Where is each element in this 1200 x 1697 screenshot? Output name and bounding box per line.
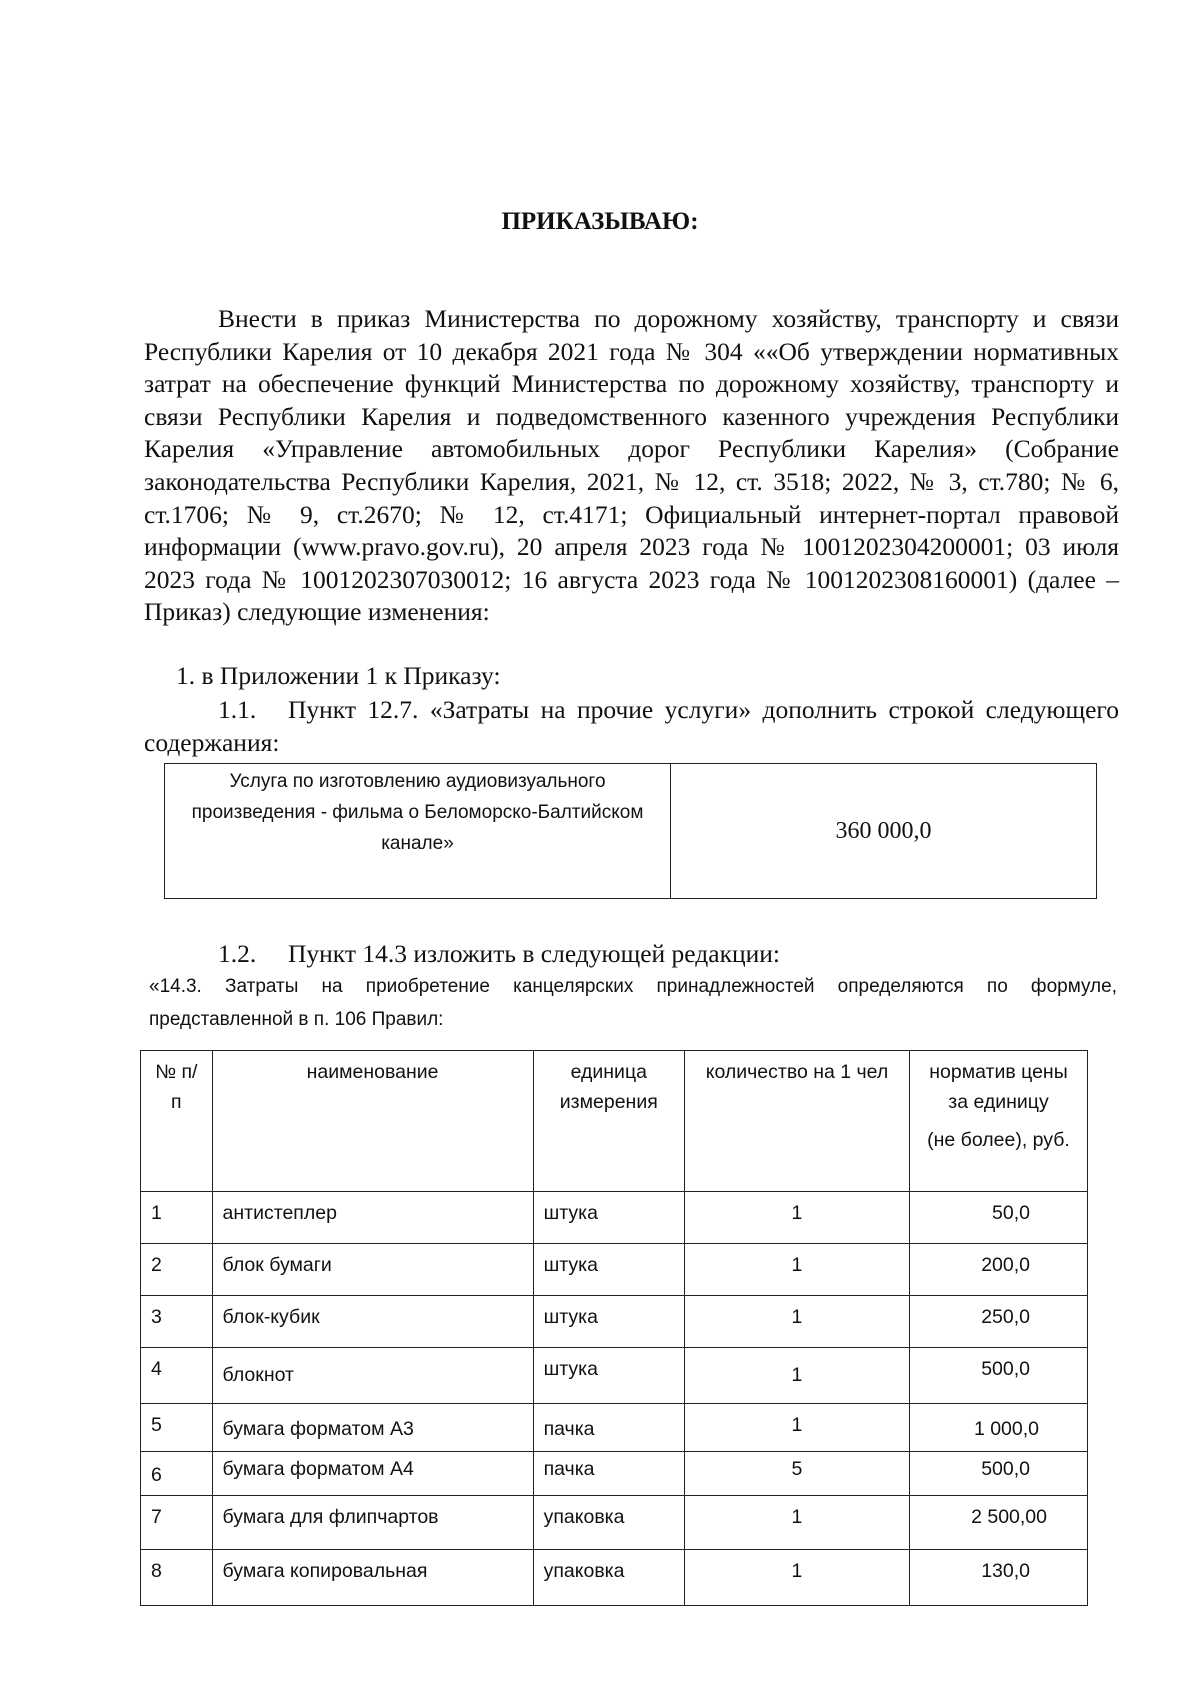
service-value: 360 000,0 bbox=[671, 764, 1097, 899]
row-num: 7 bbox=[141, 1496, 213, 1550]
service-table bbox=[164, 763, 1097, 899]
row-price: 1 000,0 bbox=[909, 1404, 1087, 1452]
item-1-2-text: Пункт 14.3 изложить в следующей редакции: bbox=[288, 939, 780, 968]
row-unit: штука bbox=[533, 1296, 684, 1348]
table-header-row bbox=[141, 1051, 1088, 1192]
row-unit: упаковка bbox=[533, 1550, 684, 1606]
row-unit: штука bbox=[533, 1192, 684, 1244]
table-row bbox=[141, 1244, 1088, 1296]
table-row bbox=[141, 1452, 1088, 1496]
table-row bbox=[141, 1348, 1088, 1404]
intro-paragraph bbox=[144, 303, 1119, 629]
service-description: Услуга по изготовлению аудиовизуального произведения - фильма о Беломорско-Балтийском канале» bbox=[165, 764, 671, 899]
row-price: 2 500,00 bbox=[909, 1496, 1087, 1550]
table-row bbox=[141, 1550, 1088, 1606]
row-num: 1 bbox=[141, 1192, 213, 1244]
table-row bbox=[141, 1404, 1088, 1452]
row-unit: штука bbox=[533, 1348, 684, 1404]
row-qty: 1 bbox=[684, 1496, 909, 1550]
item-1: 1. в Приложении 1 к Приказу: bbox=[176, 661, 501, 690]
row-qty: 1 bbox=[684, 1296, 909, 1348]
row-name: блокнот bbox=[212, 1348, 533, 1404]
row-num: 8 bbox=[141, 1550, 213, 1606]
item-1-1-number: 1.1. bbox=[218, 695, 257, 724]
row-qty: 1 bbox=[684, 1244, 909, 1296]
row-price: 200,0 bbox=[909, 1244, 1087, 1296]
header-num: № п/п bbox=[141, 1051, 213, 1192]
item-1-2-number: 1.2. bbox=[218, 939, 257, 968]
row-name: блок бумаги bbox=[212, 1244, 533, 1296]
intro-text: Внести в приказ Министерства по дорожному хозяйству, транспорту и связи Республики Карелия от 10 декабря 2021 года № 304 ««Об утверждении нормативных затрат на обеспечение функций Министерства по дорожному хозяйству, транспорту и связи Республики Карелия и подведомственного казенного учреждения Республики Карелия «Управление автомобильных дорог Республики Карелия» (Собрание законодательства Республики Карелия, 2021, № 12, ст. 3518; 2022, № 3, ст.780; № 6, ст.1706; № 9, ст.2670; № 12, ст.4171; Официальный интернет-портал правовой информации (www.pravo.gov.ru), 20 апреля 2023 года № 1001202304200001; 03 июля 2023 года № 1001202307030012; 16 августа 2023 года № 1001202308160001) (далее – Приказ) следующие изменения: bbox=[144, 304, 1119, 627]
table-row bbox=[141, 1192, 1088, 1244]
row-num: 3 bbox=[141, 1296, 213, 1348]
header-name: наименование bbox=[212, 1051, 533, 1192]
row-unit: упаковка bbox=[533, 1496, 684, 1550]
row-unit: штука bbox=[533, 1244, 684, 1296]
row-price: 250,0 bbox=[909, 1296, 1087, 1348]
header-price bbox=[909, 1051, 1087, 1192]
table-row bbox=[141, 1496, 1088, 1550]
row-num: 4 bbox=[141, 1348, 213, 1404]
row-unit: пачка bbox=[533, 1452, 684, 1496]
item-1-1-text: Пункт 12.7. «Затраты на прочие услуги» дополнить строкой следующего bbox=[288, 695, 1119, 724]
row-unit: пачка bbox=[533, 1404, 684, 1452]
row-price: 500,0 bbox=[909, 1348, 1087, 1404]
supplies-table bbox=[140, 1050, 1088, 1606]
row-qty: 1 bbox=[684, 1550, 909, 1606]
header-price-line1: норматив цены за единицу bbox=[929, 1061, 1068, 1113]
table-row bbox=[165, 764, 1097, 899]
item-1-1-continuation: содержания: bbox=[144, 728, 280, 757]
quote-paragraph: «14.3. Затраты на приобретение канцелярских принадлежностей определяются по формуле, представленной в п. 106 Правил: bbox=[149, 976, 1117, 1030]
row-name: блок-кубик bbox=[212, 1296, 533, 1348]
row-num: 2 bbox=[141, 1244, 213, 1296]
page-title: ПРИКАЗЫВАЮ: bbox=[501, 208, 699, 235]
row-name: антистеплер bbox=[212, 1192, 533, 1244]
row-num: 6 bbox=[141, 1452, 213, 1496]
row-name: бумага форматом А3 bbox=[212, 1404, 533, 1452]
header-price-line2: (не более), руб. bbox=[927, 1129, 1070, 1151]
header-unit: единица измерения bbox=[533, 1051, 684, 1192]
row-qty: 5 bbox=[684, 1452, 909, 1496]
table-row bbox=[141, 1296, 1088, 1348]
header-qty: количество на 1 чел bbox=[684, 1051, 909, 1192]
row-name: бумага форматом А4 bbox=[212, 1452, 533, 1496]
row-qty: 1 bbox=[684, 1404, 909, 1452]
row-qty: 1 bbox=[684, 1348, 909, 1404]
row-num: 5 bbox=[141, 1404, 213, 1452]
row-price: 50,0 bbox=[909, 1192, 1087, 1244]
row-name: бумага для флипчартов bbox=[212, 1496, 533, 1550]
row-qty: 1 bbox=[684, 1192, 909, 1244]
row-name: бумага копировальная bbox=[212, 1550, 533, 1606]
row-price: 500,0 bbox=[909, 1452, 1087, 1496]
row-price: 130,0 bbox=[909, 1550, 1087, 1606]
